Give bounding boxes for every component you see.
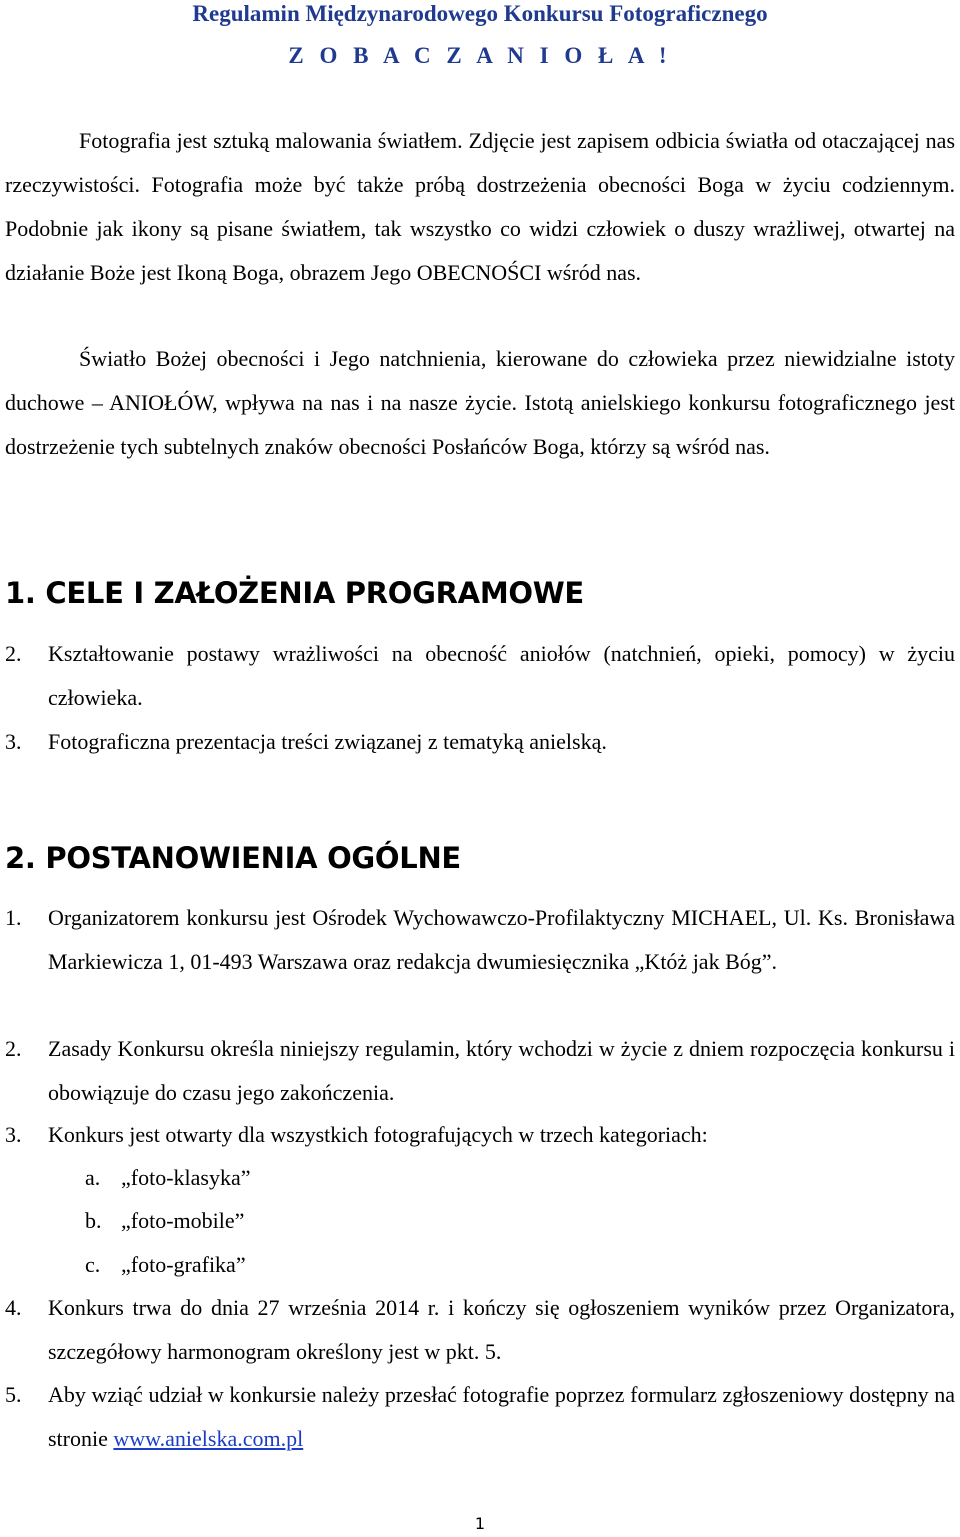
category-label: a. [85,1165,101,1190]
category-label: c. [85,1252,101,1277]
section-heading-goals: 1. CELE I ZAŁOŻENIA PROGRAMOWE [5,576,584,610]
list-item [5,1113,955,1157]
website-link[interactable]: www.anielska.com.pl [113,1426,304,1451]
document-subtitle: Z O B A C Z A N I O Ł A ! [288,43,672,68]
category-item [85,1199,244,1243]
page-number: 1 [474,1514,486,1533]
list-item-number: 1. [5,905,22,930]
category-item [85,1243,246,1287]
list-item-text: Fotograficzna prezentacja treści związanej z tematyką anielską. [48,729,607,754]
list-item [5,896,955,984]
category-text: „foto-grafika” [121,1252,246,1277]
category-text: „foto-mobile” [121,1208,245,1233]
list-item-number: 3. [5,729,22,754]
list-item-text: Organizatorem konkursu jest Ośrodek Wychowawczo-Profilaktyczny MICHAEL, Ul. Ks. Bronisława Markiewicza 1, 01-493 Warszawa oraz redakcja dwumiesięcznika „Któż jak Bóg”. [48,905,955,974]
list-item-number: 5. [5,1382,22,1407]
document-title: Regulamin Międzynarodowego Konkursu Fotograficznego [192,1,768,26]
list-item [5,632,955,720]
intro-paragraph-2: Światło Bożej obecności i Jego natchnienia, kierowane do człowieka przez niewidzialne istoty duchowe – ANIOŁÓW, wpływa na nas i na nasze życie. Istotą anielskiego konkursu fotograficznego jest dostrzeżenie tych subtelnych znaków obecności Posłańców Boga, którzy są wśród nas. [5,346,955,459]
list-item-number: 2. [5,641,22,666]
list-item-text: Konkurs jest otwarty dla wszystkich fotografujących w trzech kategoriach: [48,1122,708,1147]
list-item-number: 2. [5,1036,22,1061]
list-item-number: 3. [5,1122,22,1147]
list-item-text: Kształtowanie postawy wrażliwości na obecność aniołów (natchnień, opieki, pomocy) w życiu człowieka. [48,641,955,710]
category-item [85,1156,251,1200]
list-item-text: Zasady Konkursu określa niniejszy regulamin, który wchodzi w życie z dniem rozpoczęcia konkursu i obowiązuje do czasu jego zakończenia. [48,1036,955,1105]
intro-paragraph-1: Fotografia jest sztuką malowania światłem. Zdjęcie jest zapisem odbicia światła od otaczającej nas rzeczywistości. Fotografia może być także próbą dostrzeżenia obecności Boga w życiu codziennym. Podobnie jak ikony są pisane światłem, tak wszystko co widzi człowiek o duszy wrażliwej, otwartej na działanie Boże jest Ikoną Boga, obrazem Jego OBECNOŚCI wśród nas. [5,128,955,285]
list-item [5,720,955,764]
category-label: b. [85,1208,102,1233]
list-item-text [48,1373,955,1461]
list-item [5,1286,955,1374]
list-item-text: Konkurs trwa do dnia 27 września 2014 r. i kończy się ogłoszeniem wyników przez Organizatora, szczegółowy harmonogram określony jest w pkt. 5. [48,1295,955,1364]
category-text: „foto-klasyka” [121,1165,251,1190]
list-item-number: 4. [5,1295,22,1320]
section-heading-general-provisions: 2. POSTANOWIENIA OGÓLNE [5,841,461,875]
list-item-text-prefix: Aby wziąć udział w konkursie należy przesłać fotografie poprzez formularz zgłoszeniowy dostępny na stronie [48,1382,955,1451]
list-item [5,1373,955,1461]
list-item [5,1027,955,1115]
